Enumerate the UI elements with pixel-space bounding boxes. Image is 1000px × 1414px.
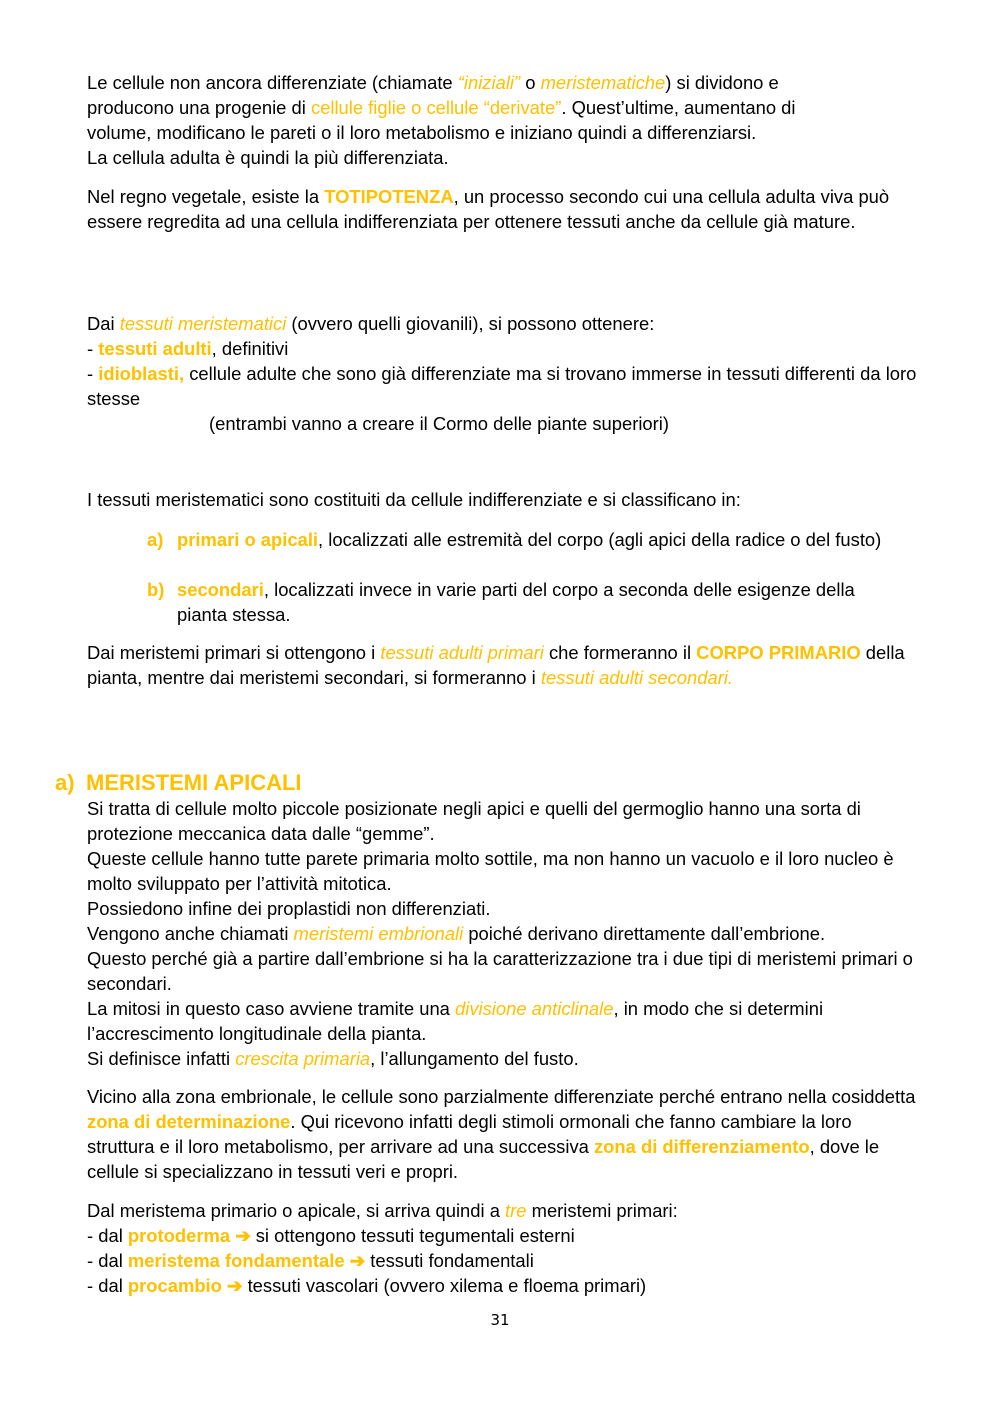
highlight-term: TOTIPOTENZA [324, 186, 454, 207]
primary-meristems-paragraph [87, 1198, 917, 1298]
highlight-term: meristematiche [540, 72, 666, 93]
text: o [520, 72, 541, 93]
list-marker: b) [147, 579, 165, 600]
primary-body-paragraph [87, 640, 917, 690]
text: , localizzati alle estremità del corpo (agli apici della radice o del fusto) [318, 529, 882, 550]
intro-paragraph [87, 70, 917, 170]
highlight-term: procambio [127, 1275, 222, 1296]
list-marker: a) [147, 529, 164, 550]
highlight-term: meristema fondamentale [127, 1250, 345, 1271]
text: (ovvero quelli giovanili), si possono ottenere: [286, 313, 655, 334]
note-text: (entrambi vanno a creare il Cormo delle piante superiori) [209, 413, 669, 434]
text: si ottengono tessuti tegumentali esterni [250, 1225, 575, 1246]
text: Vengono anche chiamati [87, 923, 294, 944]
highlight-term: meristemi embrionali [293, 923, 464, 944]
list-item [147, 527, 907, 552]
highlight-term: zona di differenziamento [593, 1136, 810, 1157]
totipotency-paragraph [87, 184, 917, 234]
text: , localizzati invece in varie parti del corpo a seconda delle esigenze della pianta stessa. [177, 579, 855, 625]
text: Questo perché già a partire dall’embrione si ha la caratterizzazione tra i due tipi di meristemi primari o secondari. [87, 948, 913, 994]
text: , l’allungamento del fusto. [370, 1048, 579, 1069]
text: cellule adulte che sono già differenziate ma si trovano immerse in tessuti differenti da loro stesse [87, 363, 917, 409]
text: , definitivi [211, 338, 289, 359]
section-heading [55, 770, 302, 796]
text: , un processo secondo cui una cellula adulta viva può essere regredita ad una cellula indifferenziata per ottenere tessuti anche da cellule già mature. [87, 186, 890, 232]
highlight-term: primari o apicali [177, 529, 319, 550]
highlight-term: tessuti adulti secondari. [540, 667, 734, 688]
text: Dai meristemi primari si ottengono i [87, 642, 381, 663]
list-item [147, 577, 907, 627]
text: - [87, 363, 99, 384]
highlight-term: tessuti adulti [98, 338, 212, 359]
text: Le cellule non ancora differenziate (chiamate [87, 72, 458, 93]
heading-marker: a) [55, 770, 75, 795]
arrow-right-icon: ➔ [235, 1225, 251, 1246]
text: tessuti fondamentali [365, 1250, 534, 1271]
text: La mitosi in questo caso avviene tramite una [87, 998, 456, 1019]
text: . Qui ricevono infatti degli stimoli ormonali che fanno cambiare la loro struttura e il loro metabolismo, per arrivare ad una successiva [87, 1111, 852, 1157]
heading-title: MERISTEMI APICALI [86, 770, 302, 795]
text: I tessuti meristematici sono costituiti da cellule indifferenziate e si classificano in: [87, 489, 741, 510]
text: Si definisce infatti [87, 1048, 236, 1069]
highlight-term: idioblasti, [98, 363, 185, 384]
classification-paragraph [87, 487, 917, 512]
text: Queste cellule hanno tutte parete primaria molto sottile, ma non hanno un vacuolo e il loro nucleo è molto sviluppato per l’attività mitotica. [87, 848, 894, 894]
text: Dai [87, 313, 120, 334]
text: meristemi primari: [526, 1200, 678, 1221]
highlight-term: crescita primaria [235, 1048, 371, 1069]
text: poiché derivano direttamente dall’embrione. [463, 923, 826, 944]
text: - dal [87, 1225, 128, 1246]
text: La cellula adulta è quindi la più differenziata. [87, 147, 449, 168]
highlight-term: zona di determinazione [87, 1111, 291, 1132]
text: volume, modificano le pareti o il loro metabolismo e iniziano quindi a differenziarsi. [87, 122, 757, 143]
text: producono una progenie di [87, 97, 311, 118]
determination-zone-paragraph [87, 1084, 917, 1184]
text: Vicino alla zona embrionale, le cellule sono parzialmente differenziate perché entrano nella cosiddetta [87, 1086, 916, 1107]
highlight-term: CORPO PRIMARIO [696, 642, 861, 663]
text: - dal [87, 1275, 128, 1296]
highlight-term: divisione anticlinale [455, 998, 614, 1019]
highlight-term: “iniziali” [457, 72, 521, 93]
text: Dal meristema primario o apicale, si arriva quindi a [87, 1200, 506, 1221]
highlight-term: secondari [177, 579, 264, 600]
highlight-term: cellule figlie o cellule “derivate” [310, 97, 562, 118]
apical-meristems-paragraph [87, 796, 917, 1071]
text: . Quest’ultime, aumentano di [561, 97, 796, 118]
text: , dove le cellule si specializzano in tessuti veri e propri. [87, 1136, 880, 1182]
text: tessuti vascolari (ovvero xilema e floema primari) [242, 1275, 647, 1296]
arrow-right-icon: ➔ [349, 1250, 366, 1271]
text: - [87, 338, 99, 359]
text: - dal [87, 1250, 128, 1271]
highlight-term: protoderma [127, 1225, 231, 1246]
arrow-right-icon: ➔ [227, 1275, 243, 1296]
text: Possiedono infine dei proplastidi non differenziati. [87, 898, 491, 919]
text: della pianta, mentre dai meristemi secondari, si formeranno i [87, 642, 905, 688]
text: Si tratta di cellule molto piccole posizionate negli apici e quelli del germoglio hanno una sorta di protezione meccanica data dalle “gemme”. [87, 798, 861, 844]
highlight-term: tre [505, 1200, 527, 1221]
highlight-term: tessuti adulti primari [380, 642, 544, 663]
text: ) si dividono e [665, 72, 779, 93]
text: che formeranno il [543, 642, 697, 663]
highlight-term: tessuti meristematici [119, 313, 287, 334]
page-number: 31 [490, 1311, 510, 1329]
text: Nel regno vegetale, esiste la [87, 186, 325, 207]
text: , in modo che si determini l’accrescimento longitudinale della pianta. [87, 998, 824, 1044]
meristematic-tissues-paragraph [87, 311, 917, 436]
